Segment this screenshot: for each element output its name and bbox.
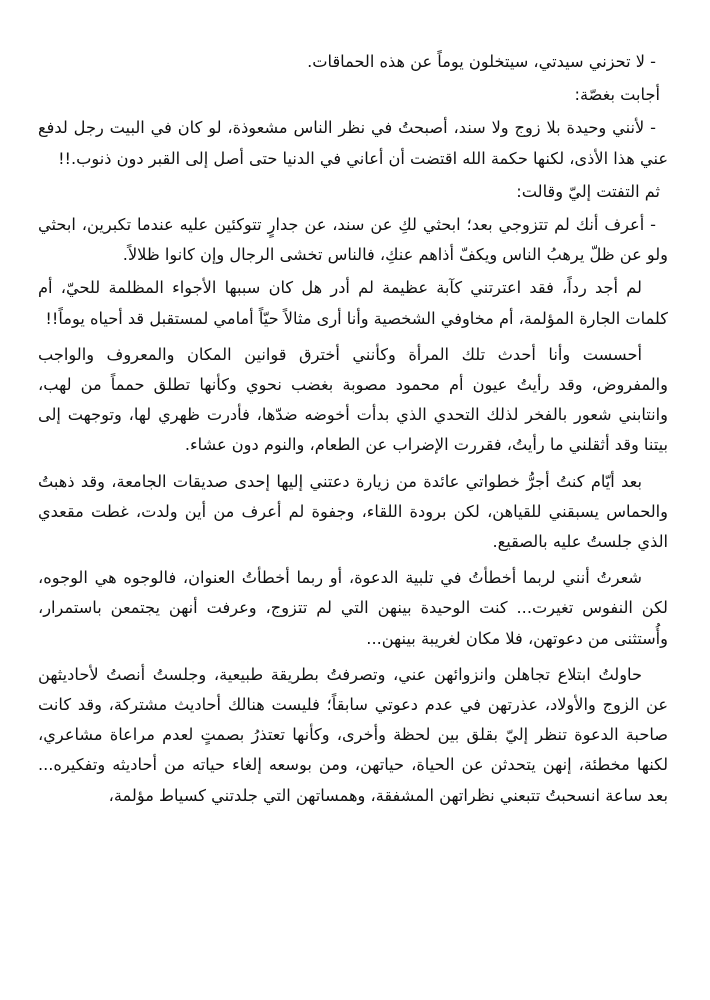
paragraph-6: لم أجد رداً، فقد اعترتني كآبة عظيمة لم أدر هل كان سببها الأجواء المظلمة للحيّ، أم كلمات الجارة المؤلمة، أم مخاوفي الشخصية وأنا أرى مثالاً حيّاً أمامي لمستقبل قد أحياه يوماً!! xyxy=(38,278,668,328)
paragraph-3: - لأنني وحيدة بلا زوج ولا سند، أصبحتُ في نظر الناس مشعوذة، لو كان في البيت رجل لدفع عني هذا الأذى، لكنها حكمة الله اقتضت أن أعاني في الدنيا حتى أصل إلى القبر دون ذنوب.!! xyxy=(38,118,668,168)
document-page xyxy=(38,47,668,811)
paragraph-9: شعرتُ أنني لربما أخطأتُ في تلبية الدعوة، أو ربما أخطأتُ العنوان، فالوجوه هي الوجوه، لكن النفوس تغيرت... كنت الوحيدة بينهن التي لم تتزوج، وعرفت أنهن يجتمعن باستمرار، وأُستثنى من دعوتهن، فلا مكان لغريبة بينهن... xyxy=(38,568,668,648)
paragraph-5: - أعرف أنك لم تتزوجي بعد؛ ابحثي لكِ عن سند، عن جدارٍ تتوكئين عليه عندما تكبرين، ابحثي ولو عن ظلّ يرهبُ الناس ويكفّ أذاهم عنكِ، فالناس تخشى الرجال وإن كانوا ظلالاً. xyxy=(38,215,668,265)
paragraph-10: حاولتُ ابتلاع تجاهلن وانزوائهن عني، وتصرفتُ بطريقة طبيعية، وجلستُ أنصتُ لأحاديثهن عن الزوج والأولاد، عذرتهن في عدم دعوتي سابقاً؛ فليست هنالك أحاديث مشتركة، وقد كانت صاحبة الدعوة تنظر إليّ بقلق بين لحظة وأخرى، وكأنها تعتذرُ بصمتٍ لعدم مراعاة مشاعري، لكنها مخطئة، إنهن يتحدثن عن الحياة، حياتهن، ومن بوسعه إلغاء حياته من أحاديثه وتفكيره... بعد ساعة انسحبتُ تتبعني نظراتهن المشفقة، وهمساتهن التي جلدتني كسياط مؤلمة، xyxy=(38,664,668,805)
paragraph-2: أجابت بغصّة: xyxy=(574,85,660,105)
paragraph-1: - لا تحزني سيدتي، سيتخلون يوماً عن هذه الحماقات. xyxy=(307,52,656,71)
paragraph-4: ثم التفتت إليّ وقالت: xyxy=(516,181,660,201)
paragraph-8: بعد أيّام كنتُ أجرُّ خطواتي عائدة من زيارة دعتني إليها إحدى صديقات الجامعة، وقد ذهبتُ والحماس يسبقني للقياهن، لكن برودة اللقاء، وجفوة لم أعرف من أين ولدت، غطت مقعدي الذي جلستُ عليه بالصقيع. xyxy=(38,471,668,552)
paragraph-7: أحسست وأنا أحدث تلك المرأة وكأنني أخترق قوانين المكان والمعروف والواجب والمفروض، وقد رأيتُ عيون أم محمود مصوبة بغضب نحوي وكأنها تطلق حمماً من لهب، وانتابني شعور بالفخر لذلك التحدي الذي بدأت أخوضه ضدّها، فأدرت ظهري لها، وتوجهت إلى بيتنا وقد أثقلني ما رأيتُ، فقررت الإضراب عن الطعام، والنوم دون عشاء. xyxy=(38,344,668,455)
